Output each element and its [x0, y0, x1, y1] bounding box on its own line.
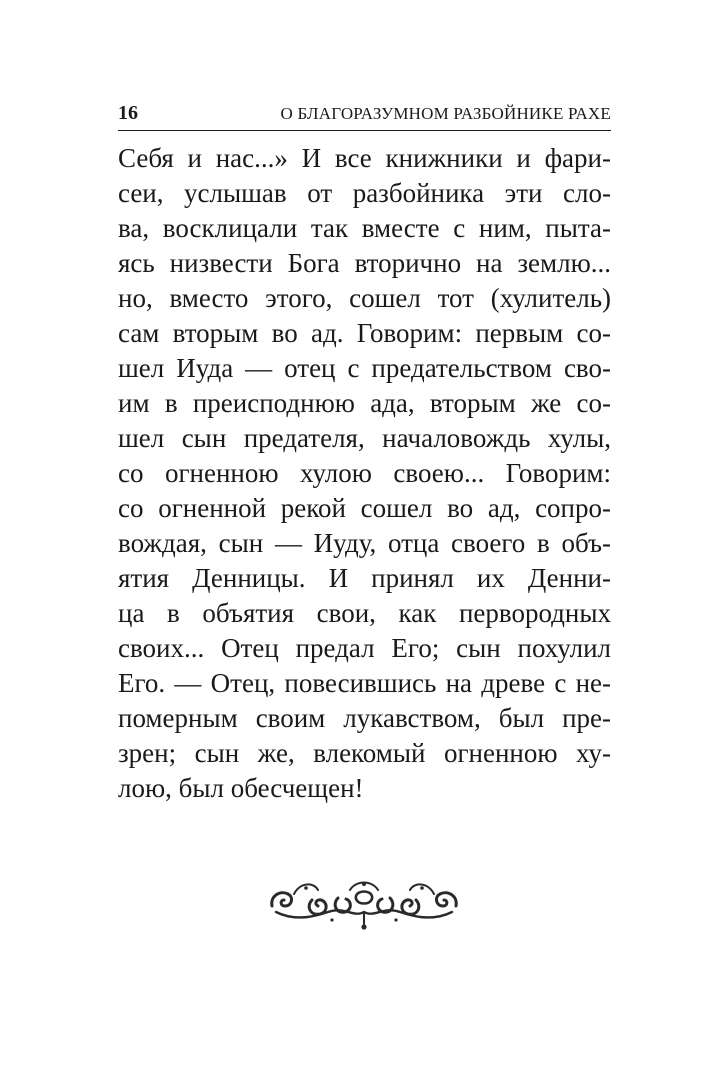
floral-scroll-ornament-icon	[266, 876, 462, 932]
text-line: Себя и нас...» И все книжники и фари-	[118, 143, 611, 173]
text-line: померным своим лукавством, был пре-	[118, 703, 611, 733]
text-line: им в преисподнюю ада, вторым же со-	[118, 388, 611, 418]
text-line: но, вместо этого, сошел тот (хулитель)	[118, 283, 611, 313]
text-line: ца в объятия свои, как первородных	[118, 598, 611, 628]
text-line: зрен; сын же, влекомый огненною ху-	[118, 738, 611, 768]
text-line: ясь низвести Бога вторично на землю...	[118, 248, 611, 278]
text-line: ва, восклицали так вместе с ним, пыта-	[118, 213, 611, 243]
text-line: лою, был обесчещен!	[118, 773, 364, 803]
text-line: своих... Отец предал Его; сын похулил	[118, 633, 611, 663]
body-text	[118, 141, 611, 806]
text-line: шел сын предателя, началовождь хулы,	[118, 423, 611, 453]
text-line: сам вторым во ад. Говорим: первым со-	[118, 318, 611, 348]
text-line: со огненной рекой сошел во ад, сопро-	[118, 493, 611, 523]
text-line: шел Иуда — отец с предательством сво-	[118, 353, 611, 383]
page-number: 16	[118, 102, 138, 124]
text-line: вождая, сын — Иуду, отца своего в объ-	[118, 528, 611, 558]
running-title: О БЛАГОРАЗУМНОМ РАЗБОЙНИКЕ РАХЕ	[280, 104, 611, 123]
text-line: со огненною хулою своею... Говорим:	[118, 458, 611, 488]
text-line: ятия Денницы. И принял их Денни-	[118, 563, 611, 593]
text-line: Его. — Отец, повесившись на древе с не-	[118, 668, 611, 698]
text-line: сеи, услышав от разбойника эти сло-	[118, 178, 611, 208]
running-header	[118, 100, 611, 131]
